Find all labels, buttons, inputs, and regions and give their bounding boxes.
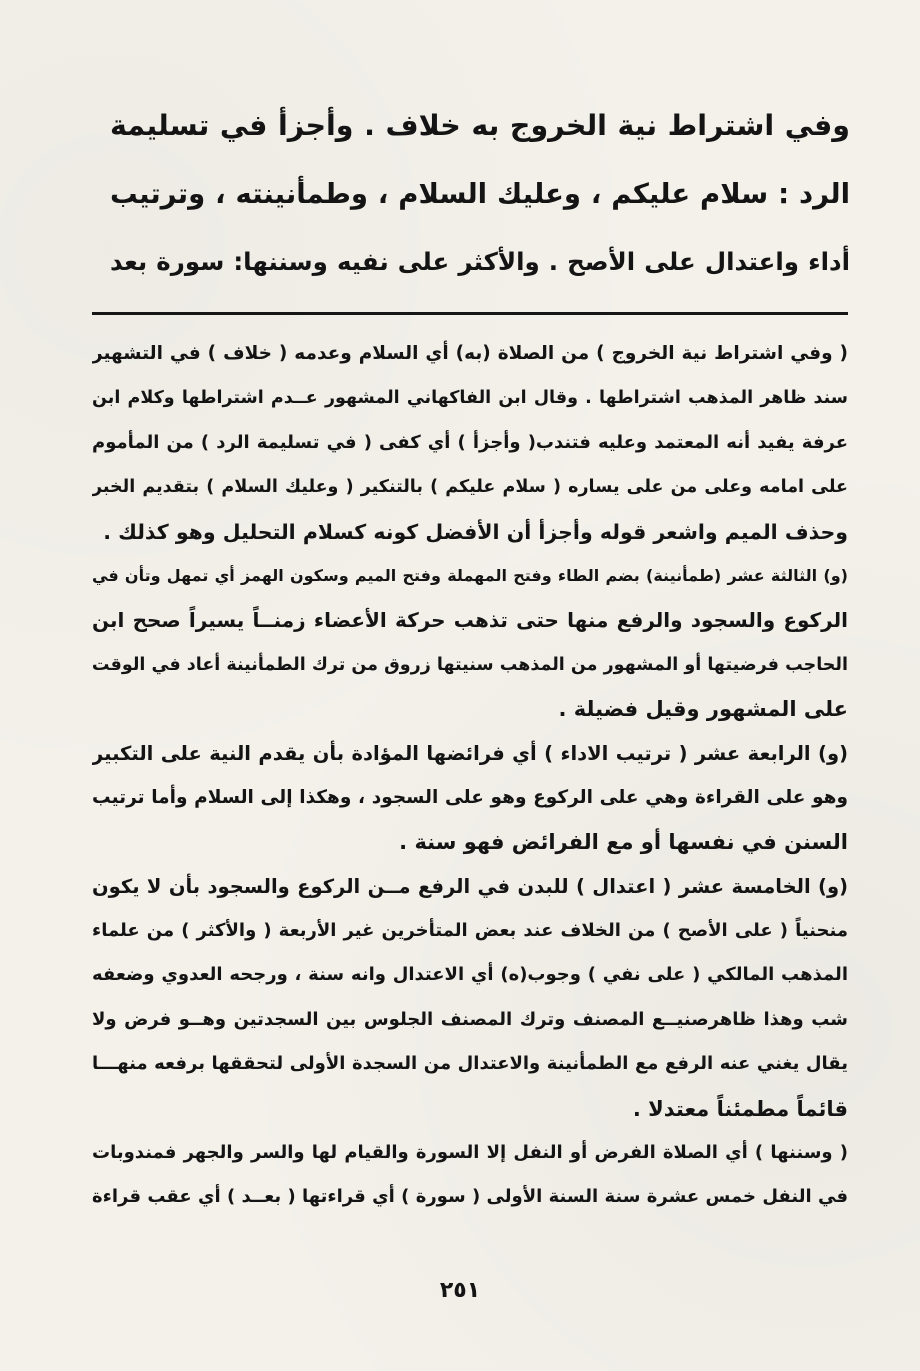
- matn-text-block: [110, 92, 850, 296]
- sharh-line: عرفة يفيد أنه المعتمد وعليه فتندب( وأجزأ ) أي كفى ( في تسليمة الرد ) من المأموم: [92, 431, 848, 453]
- sharh-line: الركوع والسجود والرفع منها حتى تذهب حركة الأعضاء زمنــاً يسيراً صحح ابن: [92, 608, 848, 633]
- sharh-line: وحذف الميم واشعر قوله وأجزأ أن الأفضل كونه كسلام التحليل وهو كذلك .: [103, 519, 848, 544]
- sharh-paragraph: [92, 732, 848, 865]
- sharh-line: في النفل خمس عشرة سنة السنة الأولى ( سورة ) أي قراءتها ( بعــد ) أي عقب قراءة: [92, 1186, 848, 1208]
- sharh-line: (و) الثالثة عشر (طمأنينة) بضم الطاء وفتح المهملة وفتح الميم وسكون الهمز أي تمهل وتأن في: [92, 565, 848, 585]
- sharh-line: ( وسننها ) أي الصلاة الفرض أو النفل إلا السورة والقيام لها والسر والجهر فمندوبات: [92, 1142, 848, 1164]
- sharh-line: (و) الخامسة عشر ( اعتدال ) للبدن في الرفع مــن الركوع والسجود بأن لا يكون: [92, 874, 848, 898]
- sharh-paragraph: [92, 1131, 848, 1220]
- page-number: ٢٥١: [439, 1278, 481, 1303]
- sharh-line: على امامه وعلى من على يساره ( سلام عليكم ) بالتنكير ( وعليك السلام ) بتقديم الخبر: [92, 477, 848, 498]
- sharh-line: الحاجب فرضيتها أو المشهور من المذهب سنيتها زروق من ترك الطمأنينة أعاد في الوقت: [92, 654, 848, 675]
- sharh-line: قائماً مطمئناً معتدلا .: [632, 1096, 848, 1121]
- sharh-line: منحنياً ( على الأصح ) من الخلاف عند بعض المتأخرين غير الأربعة ( والأكثر ) من علماء: [92, 920, 848, 942]
- sharh-line: سند ظاهر المذهب اشتراطها . وقال ابن الفاكهاني المشهور عــدم اشتراطها وكلام ابن: [92, 388, 848, 409]
- sharh-paragraph: [92, 332, 848, 554]
- sharh-line: شب وهذا ظاهرصنيــع المصنف وترك المصنف الجلوس بين السجدتين وهــو فرض ولا: [92, 1008, 848, 1030]
- sharh-line: (و) الرابعة عشر ( ترتيب الاداء ) أي فرائضها المؤادة بأن يقدم النية على التكبير: [92, 741, 848, 765]
- matn-line: الرد : سلام عليكم ، وعليك السلام ، وطمأنينته ، وترتيب: [110, 178, 850, 210]
- sharh-commentary-block: [92, 332, 848, 1220]
- sharh-line: على المشهور وقيل فضيلة .: [558, 697, 848, 722]
- matn-line: وفي اشتراط نية الخروج به خلاف . وأجزأ في تسليمة: [110, 109, 850, 142]
- sharh-line: ( وفي اشتراط نية الخروج ) من الصلاة (به) أي السلام وعدمه ( خلاف ) في التشهير: [92, 343, 848, 364]
- sharh-line: المذهب المالكي ( على نفي ) وجوب(ه) أي الاعتدال وانه سنة ، ورجحه العدوي وضعفه: [92, 964, 848, 986]
- sharh-paragraph: [92, 554, 848, 732]
- sharh-line: السنن في نفسها أو مع الفرائض فهو سنة .: [399, 830, 848, 855]
- sharh-line: يقال يغني عنه الرفع مع الطمأنينة والاعتدال من السجدة الأولى لتحققها برفعه منهـــا: [92, 1053, 848, 1075]
- sharh-paragraph: [92, 865, 848, 1131]
- matn-line: أداء واعتدال على الأصح . والأكثر على نفيه وسننها: سورة بعد: [110, 247, 850, 276]
- sharh-line: وهو على القراءة وهي على الركوع وهو على السجود ، وهكذا إلى السلام وأما ترتيب: [92, 786, 848, 808]
- separator-rule: [92, 312, 848, 315]
